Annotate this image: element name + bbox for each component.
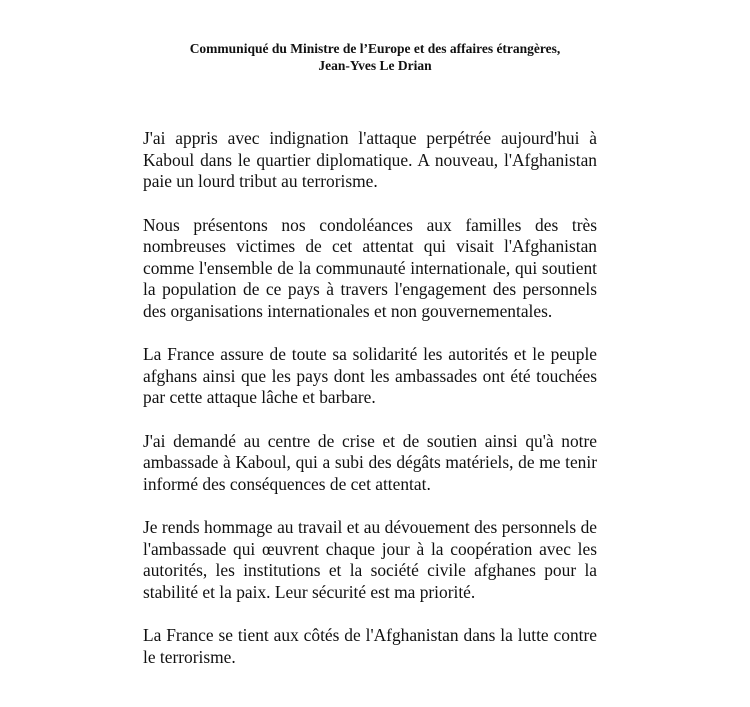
text-line: La France assure de toute sa solidarité les autorités et le peuple: [143, 344, 597, 364]
header-author-line: Jean-Yves Le Drian: [318, 58, 432, 73]
document-header: [0, 40, 750, 74]
text-line: J'ai appris avec indignation l'attaque perpétrée aujourd'hui à: [143, 128, 597, 148]
text-line: Je rends hommage au travail et au dévouement des personnels de: [143, 517, 597, 537]
text-line: l'ambassade qui œuvrent chaque jour à la coopération avec les: [143, 538, 597, 559]
text-line: Kaboul dans le quartier diplomatique. A nouveau, l'Afghanistan: [143, 149, 597, 170]
text-line: stabilité et la paix. Leur sécurité est ma priorité.: [143, 581, 476, 602]
header-title-line: Communiqué du Ministre de l’Europe et des affaires étrangères,: [189, 41, 561, 56]
paragraph-6: [143, 625, 597, 668]
text-line: nombreuses victimes de cet attentat qui visait l'Afghanistan: [143, 236, 597, 256]
text-line: afghans ainsi que les pays dont les ambassades ont été touchées: [143, 365, 597, 386]
text-line: le terrorisme.: [143, 646, 236, 667]
text-line: des organisations internationales et non gouvernementales.: [143, 300, 553, 321]
text-line: ambassade à Kaboul, qui a subi des dégâts matériels, de me tenir: [143, 452, 597, 472]
text-line: autorités, les institutions et la société civile afghanes pour la: [143, 560, 597, 580]
text-line: par cette attaque lâche et barbare.: [143, 387, 376, 407]
paragraph-4: [143, 431, 597, 496]
text-line: Nous présentons nos condoléances aux familles des très: [143, 214, 597, 235]
text-line: La France se tient aux côtés de l'Afghanistan dans la lutte contre: [143, 625, 597, 645]
paragraph-5: [143, 517, 597, 603]
communique-body: [143, 128, 597, 690]
text-line: paie un lourd tribut au terrorisme.: [143, 171, 378, 191]
paragraph-3: [143, 344, 597, 409]
paragraph-1: [143, 128, 597, 193]
paragraph-2: [143, 215, 597, 323]
text-line: informé des conséquences de cet attentat.: [143, 473, 431, 494]
text-line: comme l'ensemble de la communauté internationale, qui soutient: [143, 257, 597, 278]
text-line: J'ai demandé au centre de crise et de soutien ainsi qu'à notre: [143, 430, 597, 451]
text-line: la population de ce pays à travers l'engagement des personnels: [143, 279, 597, 299]
